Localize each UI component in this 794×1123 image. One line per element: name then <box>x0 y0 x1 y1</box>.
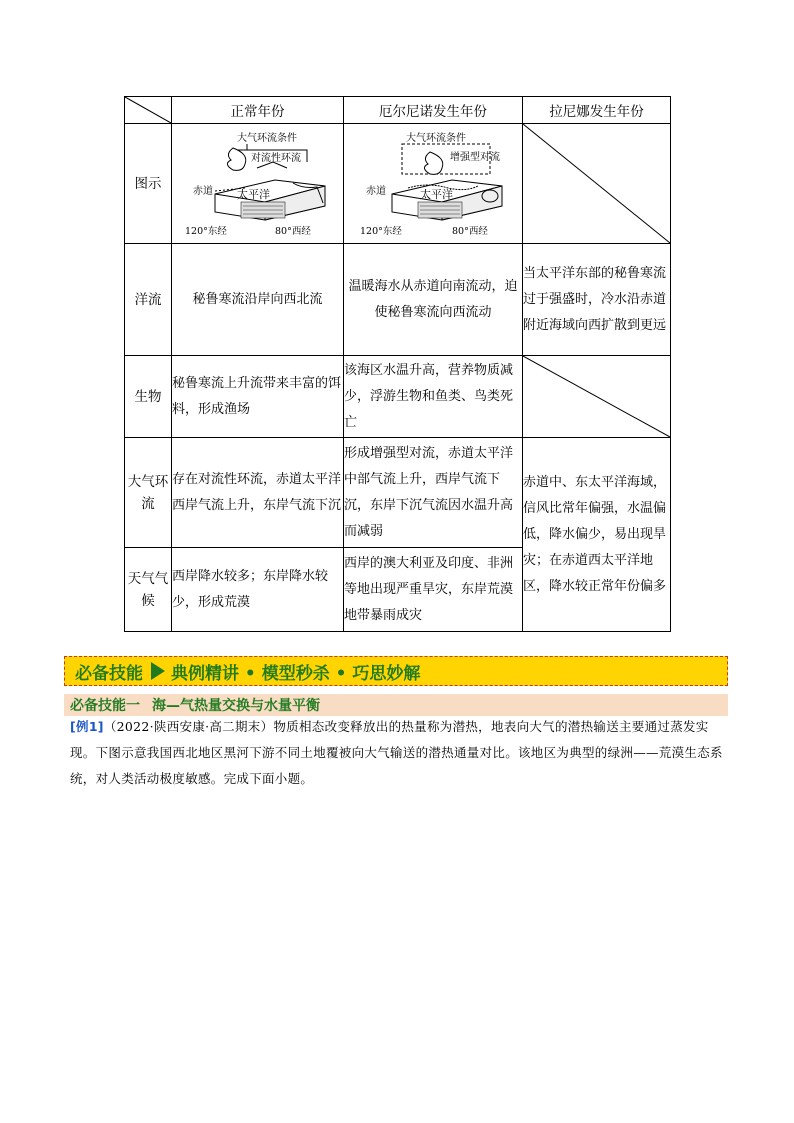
climate-elnino: 西岸的澳大利亚及印度、非洲等地出现严重旱灾，东岸荒漠地带暴雨成灾 <box>344 548 523 632</box>
figure-row <box>125 124 671 244</box>
header-lanina: 拉尼娜发生年份 <box>523 97 671 124</box>
biology-lanina-empty <box>523 356 671 438</box>
example-tag: [例1] <box>70 719 104 734</box>
atmosphere-row <box>125 438 671 548</box>
fig-elnino-equator: 赤道 <box>366 185 386 197</box>
skill-title: 必备技能一 <box>70 698 140 714</box>
fig-normal-lon-west: 120°东经 <box>184 225 227 237</box>
current-elnino: 温暖海水从赤道向南流动，迫使秘鲁寒流向西流动 <box>344 244 523 356</box>
fig-normal-ocean: 太平洋 <box>236 187 270 201</box>
atmosphere-elnino: 形成增强型对流，赤道太平洋中部气流上升，西岸气流下沉，东岸下沉气流因水温升高而减弱 <box>344 438 523 548</box>
fig-normal-mid-label: 对流性环流 <box>250 152 301 164</box>
comparison-table <box>124 96 671 632</box>
fig-normal-top-label: 大气环流条件 <box>236 132 297 144</box>
row-label-figure: 图示 <box>125 124 172 244</box>
biology-elnino: 该海区水温升高，营养物质减少，浮游生物和鱼类、鸟类死亡 <box>344 356 523 438</box>
fig-normal-equator: 赤道 <box>192 185 213 197</box>
elnino-year-diagram <box>348 128 518 240</box>
biology-row <box>125 356 671 438</box>
biology-normal: 秘鲁寒流上升流带来丰富的饵料，形成渔场 <box>172 356 344 438</box>
header-normal: 正常年份 <box>172 97 344 124</box>
banner-title: 必备技能 <box>75 663 143 684</box>
skill-heading <box>64 694 728 716</box>
atmosphere-normal: 存在对流性环流，赤道太平洋西岸气流上升，东岸气流下沉 <box>172 438 344 548</box>
play-arrow-icon <box>151 662 165 680</box>
row-label-climate: 天气气候 <box>125 548 172 632</box>
empty-diagonal <box>523 356 670 437</box>
corner-diagonal <box>125 97 171 123</box>
figure-normal <box>172 124 344 244</box>
fig-elnino-lon-east: 80°西经 <box>452 225 488 237</box>
example-paragraph <box>70 714 734 792</box>
figure-elnino <box>344 124 523 244</box>
normal-year-diagram <box>175 128 341 240</box>
header-row <box>125 97 671 124</box>
fig-elnino-mid-label: 增强型对流 <box>450 151 500 163</box>
fig-normal-lon-east: 80°西经 <box>274 225 311 237</box>
current-row <box>125 244 671 356</box>
climate-normal: 西岸降水较多；东岸降水较少，形成荒漠 <box>172 548 344 632</box>
section-banner <box>64 656 728 686</box>
figure-lanina-empty <box>523 124 671 244</box>
current-normal: 秘鲁寒流沿岸向西北流 <box>172 244 344 356</box>
current-lanina: 当太平洋东部的秘鲁寒流过于强盛时，冷水沿赤道附近海域向西扩散到更远 <box>523 244 671 356</box>
fig-elnino-lon-west: 120°东经 <box>360 225 402 237</box>
example-text: （2022·陕西安康·高二期末）物质相态改变释放出的热量称为潜热，地表向大气的潜热输送主要通过蒸发实现。下图示意我国西北地区黑河下游不同土地覆被向大气输送的潜热通量对比。该地区为典型的绿洲——荒漠生态系统，对人类活动极度敏感。完成下面小题。 <box>70 719 723 786</box>
atmosphere-climate-lanina: 赤道中、东太平洋海域，信风比常年偏强，水温偏低，降水偏少，易出现旱灾；在赤道西太平洋地区，降水较正常年份偏多 <box>523 438 671 632</box>
corner-cell <box>125 97 172 124</box>
row-label-current: 洋流 <box>125 244 172 356</box>
row-label-atmosphere: 大气环流 <box>125 438 172 548</box>
skill-topic: 海—气热量交换与水量平衡 <box>152 698 320 714</box>
empty-diagonal <box>523 124 670 243</box>
fig-elnino-top-label: 大气环流条件 <box>406 132 466 144</box>
row-label-biology: 生物 <box>125 356 172 438</box>
header-elnino: 厄尔尼诺发生年份 <box>344 97 523 124</box>
fig-elnino-ocean: 太平洋 <box>420 187 453 201</box>
banner-subtitle: 典例精讲 • 模型秒杀 • 巧思妙解 <box>171 663 421 684</box>
